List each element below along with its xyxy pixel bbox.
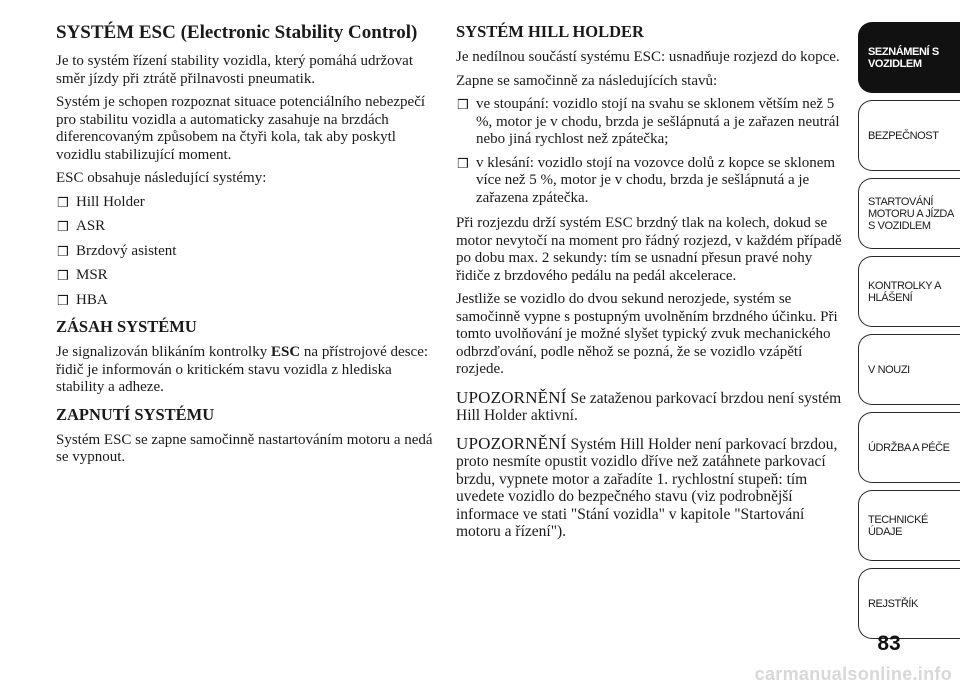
hill-holder-intro: Je nedílnou součástí systému ESC: usnadňuje rozjezd do kopce. xyxy=(456,49,840,65)
esc-indicator-label: ESC xyxy=(270,344,301,360)
tab-seznameni-s-vozidlem[interactable]: SEZNÁMENÍ S VOZIDLEM xyxy=(858,22,960,93)
hill-holder-operation: Při rozjezdu drží systém ESC brzdný tlak na kolech, dokud se motor nevytočí na moment pro řádný rozjezd, v každém případě po dobu max. 2 sekundy: tím se usnadní přesun pravé nohy řidiče z brzdového pedálu na pedál akcelerace. xyxy=(456,215,842,284)
zapnuti-paragraph: Systém ESC se zapne samočinně nastartováním motoru a nedá se vypnout. xyxy=(56,431,433,465)
warning-not-parking-brake: UPOZORNĚNÍ Systém Hill Holder není parkovací brzdou, proto nesmíte opustit vozidlo dříve než zatáhnete parkovací brzdu, vypnete motor a zařadíte 1. rychlostní stupeň: tím uvedete vozidlo do bezpečného stavu (viz podrobnější informace ve stati "Stání vozidla" v kapitole "Startování motoru a řízení"). xyxy=(456,433,838,540)
list-item: ❒ v klesání: vozidlo stojí na vozovce dolů z kopce se sklonem více než 5 %, motor je v chodu, brzda je sešlápnutá a je zařazena zpátečka. xyxy=(457,154,836,206)
warning-label: UPOZORNĚNÍ xyxy=(456,433,567,453)
list-item: ❒ Brzdový asistent xyxy=(57,242,177,260)
esc-systems-intro: ESC obsahuje následující systémy: xyxy=(56,170,267,186)
list-item: ❒ MSR xyxy=(57,267,108,284)
left-column xyxy=(56,22,436,473)
checkbox-bullet-icon: ❒ xyxy=(457,156,469,172)
tab-kontrolky-a-hlaseni[interactable]: KONTROLKY A HLÁŠENÍ xyxy=(858,256,960,327)
list-item: ❒ HBA xyxy=(57,291,108,309)
chapter-tabs xyxy=(858,22,960,646)
checkbox-bullet-icon: ❒ xyxy=(57,195,69,211)
checkbox-bullet-icon: ❒ xyxy=(57,220,69,235)
right-column xyxy=(456,22,846,547)
watermark: carmanualsonline.info xyxy=(754,664,952,684)
tab-bezpecnost[interactable]: BEZPEČNOST xyxy=(858,100,960,171)
tab-v-nouzi[interactable]: V NOUZI xyxy=(858,334,960,405)
esc-systems-list xyxy=(56,194,436,310)
hill-holder-conditions-list xyxy=(456,96,846,207)
hill-holder-title: SYSTÉM HILL HOLDER xyxy=(456,22,644,41)
esc-title: SYSTÉM ESC (Electronic Stability Control) xyxy=(56,22,418,43)
checkbox-bullet-icon: ❒ xyxy=(57,269,69,284)
list-item: ❒ ASR xyxy=(57,218,106,235)
zapnuti-title: ZAPNUTÍ SYSTÉMU xyxy=(56,404,215,424)
checkbox-bullet-icon: ❒ xyxy=(457,98,469,113)
esc-intro: Je to systém řízení stability vozidla, který pomáhá udržovat směr jízdy při ztrátě přilnavosti pneumatik. xyxy=(56,53,413,87)
tab-rejstrik[interactable]: REJSTŘÍK xyxy=(858,568,960,639)
tab-technicke-udaje[interactable]: TECHNICKÉ ÚDAJE xyxy=(858,490,960,561)
page-number: 83 xyxy=(877,632,901,655)
checkbox-bullet-icon: ❒ xyxy=(57,293,69,309)
warning-parking-brake: UPOZORNĚNÍ Se zataženou parkovací brzdou není systém Hill Holder aktivní. xyxy=(456,387,842,424)
warning-label: UPOZORNĚNÍ xyxy=(456,387,567,407)
tab-udrzba-a-pece[interactable]: ÚDRŽBA A PÉČE xyxy=(858,412,960,483)
esc-description: Systém je schopen rozpoznat situace potenciálního nebezpečí pro stabilitu vozidla a automaticky zasahuje na brzdách diferencovaným způsobem na čtyři kola, tak aby poskytl vozidlu stabilizující moment. xyxy=(56,94,426,163)
checkbox-bullet-icon: ❒ xyxy=(57,244,69,260)
zasah-title: ZÁSAH SYSTÉMU xyxy=(56,317,197,336)
tab-startovani-motoru[interactable]: STARTOVÁNÍ MOTORU A JÍZDA S VOZIDLEM xyxy=(858,178,960,249)
list-item: ❒ Hill Holder xyxy=(57,193,145,211)
list-item: ❒ ve stoupání: vozidlo stojí na svahu se sklonem větším než 5 %, motor je v chodu, brzda je sešlápnutá a je zařazen neutrál nebo jiná rychlost než zpátečka; xyxy=(457,96,840,147)
hill-holder-release: Jestliže se vozidlo do dvou sekund nerozjede, systém se samočinně vypne s postupným uvolněním brzdného účinku. Při tomto uvolňování je možné slyšet typický zvuk mechanického odbrzďování, podle něhož se pozná, že se vozidlo vzápětí rozjede. xyxy=(456,291,838,377)
zasah-paragraph: Je signalizován blikáním kontrolky ESC na přístrojové desce: řidič je informován o kritickém stavu vozidla z hlediska stability a adheze. xyxy=(56,344,429,395)
hill-holder-conditions-intro: Zapne se samočinně za následujících stavů: xyxy=(456,72,718,89)
